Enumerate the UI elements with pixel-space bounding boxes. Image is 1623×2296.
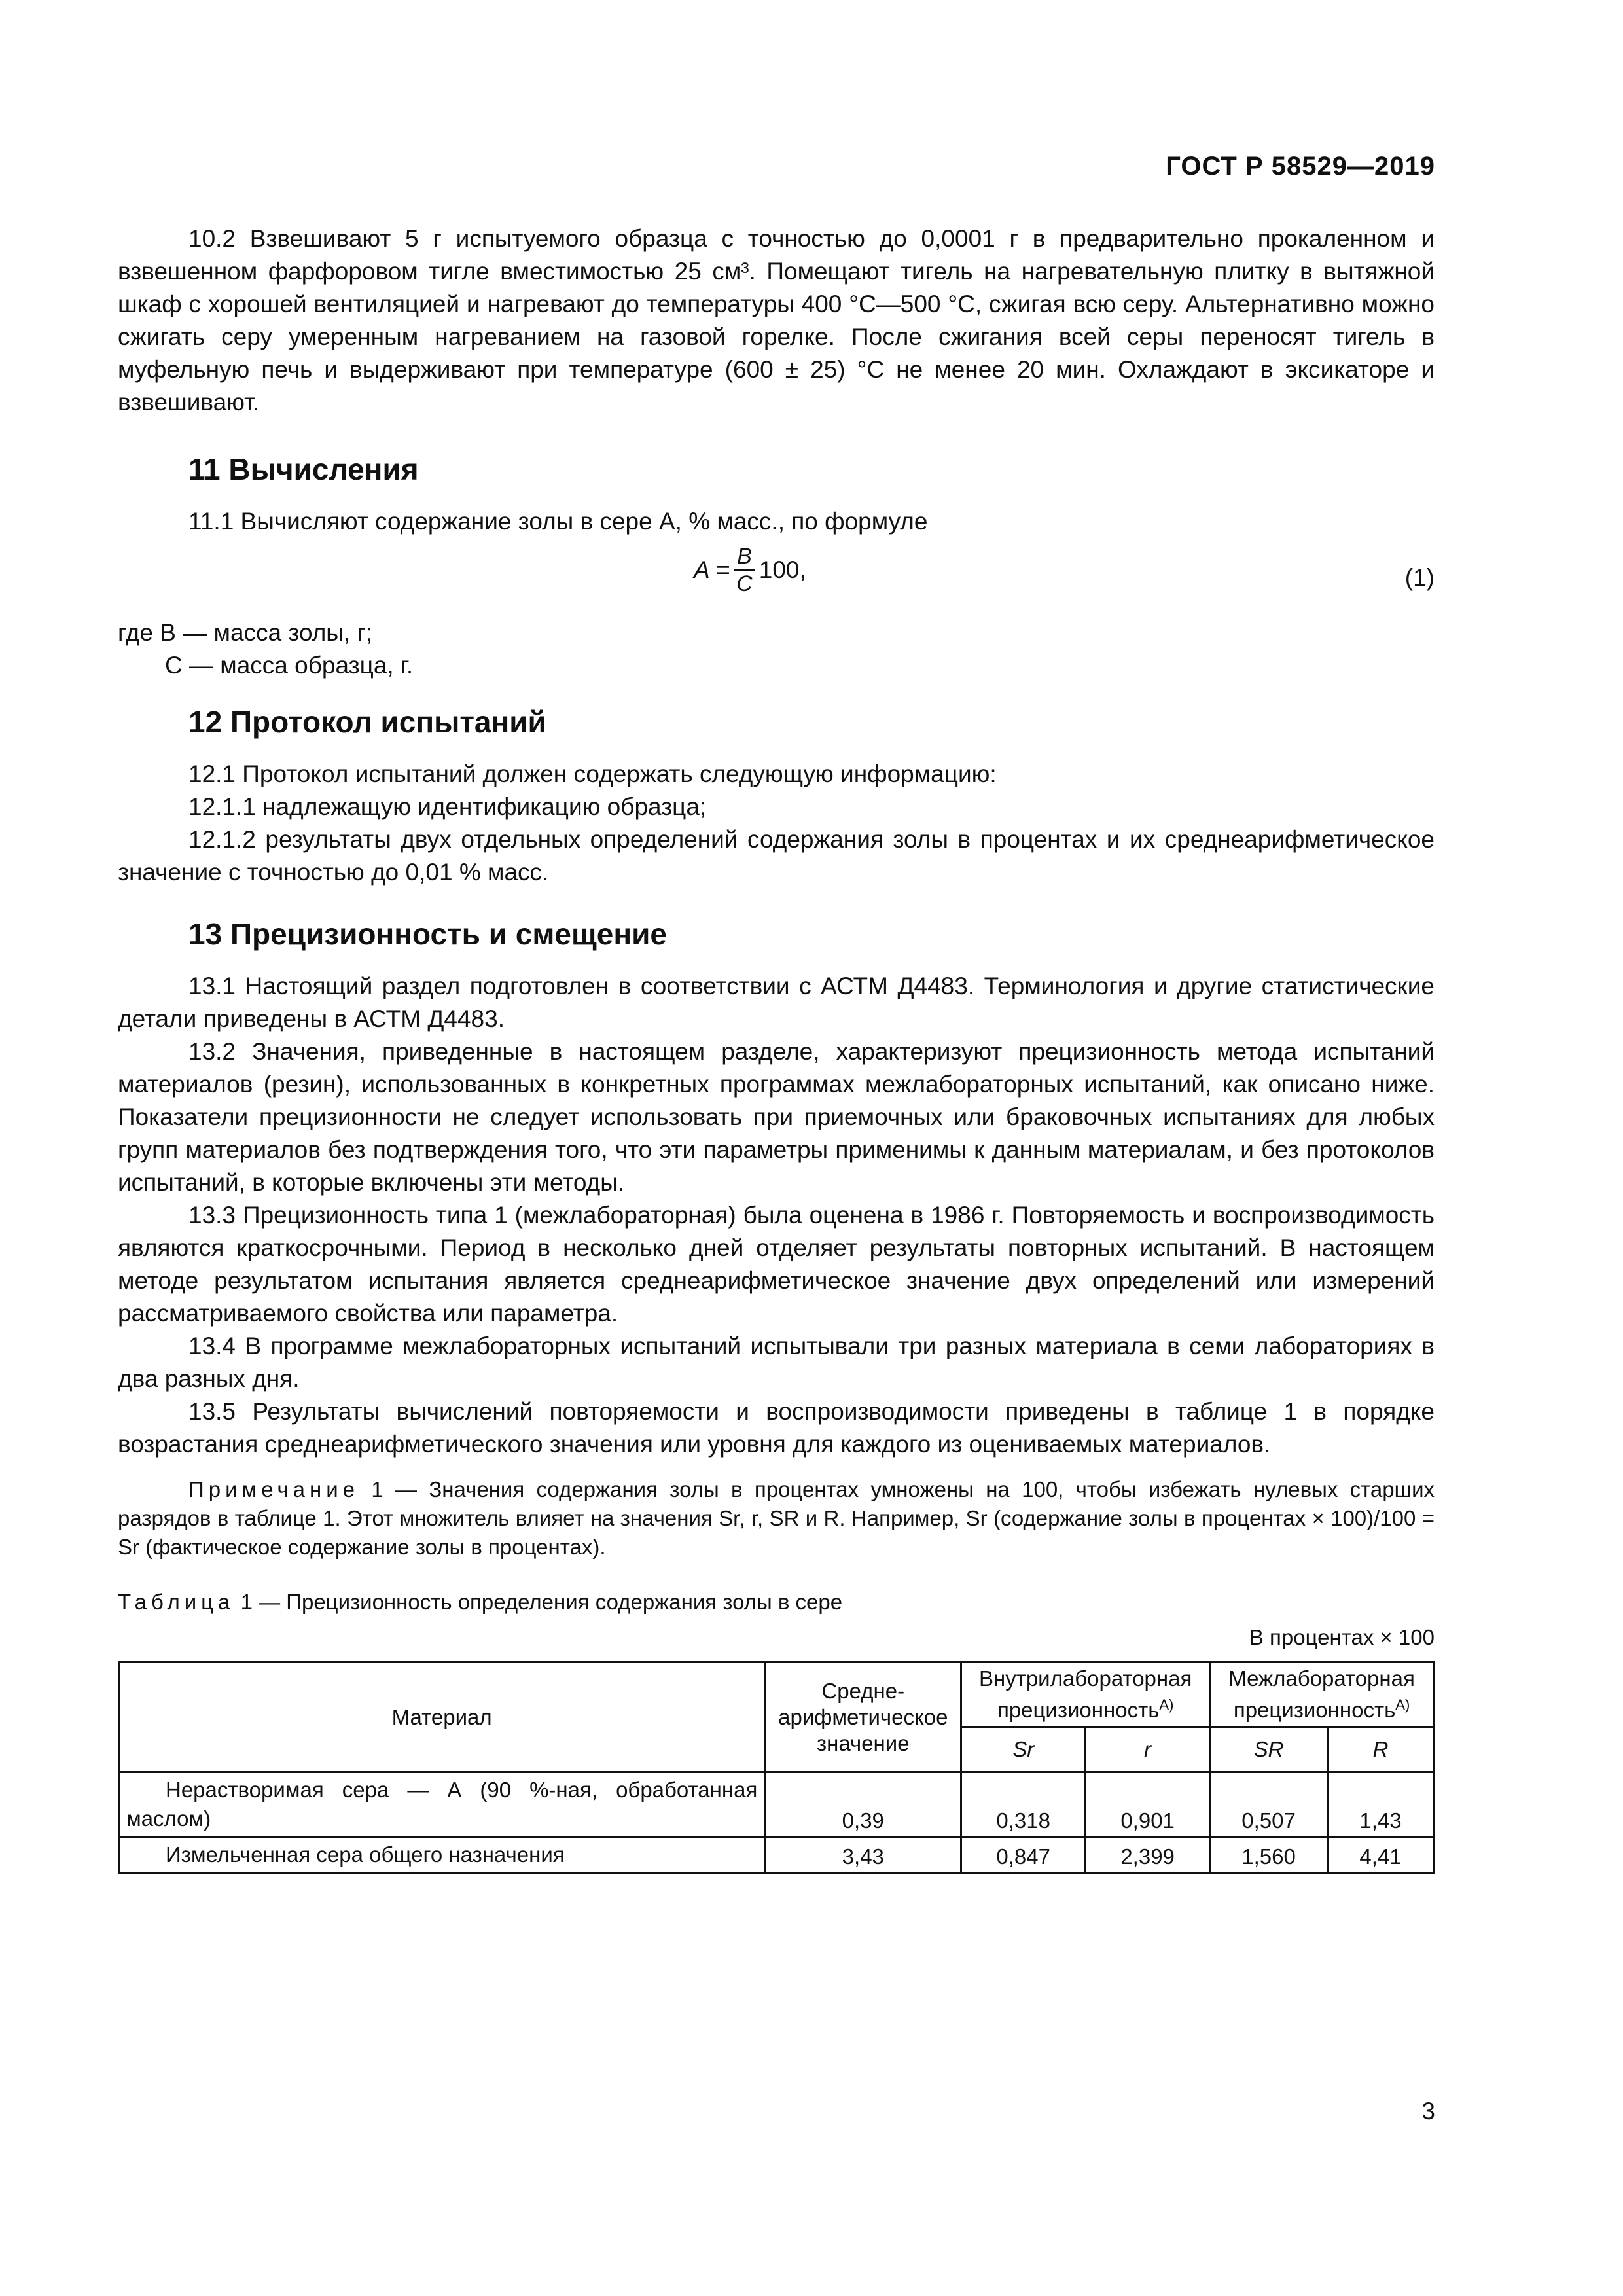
header-inter: Межлабораторная прецизионность$^{А)}$ xyxy=(1210,1662,1434,1727)
header-intra: Внутрилабораторная прецизионность$^{А)}$ xyxy=(961,1662,1210,1727)
table-row xyxy=(119,1837,1434,1873)
row-1-sR: 0,507 xyxy=(1210,1772,1328,1837)
table-header-row-1 xyxy=(119,1662,1434,1727)
formula-numerator: B xyxy=(737,544,752,569)
where-c: C — масса образца, г. xyxy=(165,652,414,679)
row-2-R: 4,41 xyxy=(1328,1837,1434,1873)
document-header: ГОСТ Р 58529—2019 xyxy=(1166,152,1435,181)
paragraph-13-1: 13.1 Настоящий раздел подготовлен в соответствии с АСТМ Д4483. Терминология и другие статистические детали приведены в АСТМ Д4483. xyxy=(118,973,1435,1032)
formula-1 xyxy=(118,538,1435,617)
section-11-title: 11 Вычисления xyxy=(188,452,419,486)
table-caption-text: 1 — Прецизионность определения содержания золы в сере xyxy=(240,1590,843,1614)
header-material: Материал xyxy=(119,1662,765,1772)
page-number: 3 xyxy=(1421,2098,1435,2125)
row-2-material: Измельченная сера общего назначения xyxy=(119,1837,765,1873)
row-1-sr: 0,318 xyxy=(961,1772,1086,1837)
header-sr: Sr xyxy=(961,1727,1086,1772)
paragraph-11-1: 11.1 Вычисляют содержание золы в сере A, % масс., по формуле xyxy=(188,508,928,535)
formula-fraction xyxy=(734,543,755,597)
where-b: где B — масса золы, г; xyxy=(118,619,373,646)
table-row xyxy=(119,1772,1434,1837)
header-r: r xyxy=(1086,1727,1210,1772)
paragraph-10-2: 10.2 Взвешивают 5 г испытуемого образца с точностью до 0,0001 г в предварительно прокаленном и взвешенном фарфоровом тигле вместимостью 25 см³. Помещают тигель на нагревательную плитку в вытяжной шкаф с хорошей вентиляцией и нагревают до температуры 400 °С—500 °С, сжигая всю серу. Альтернативно можно сжигать серу умеренным нагреванием на газовой горелке. После сжигания всей серы переносят тигель в муфельную печь и выдерживают при температуре (600 ± 25) °С не менее 20 мин. Охлаждают в эксикаторе и взвешивают. xyxy=(118,225,1435,416)
header-R: R xyxy=(1328,1727,1434,1772)
section-13-title: 13 Прецизионность и смещение xyxy=(188,917,668,951)
section-12-title: 12 Протокол испытаний xyxy=(188,705,546,739)
note-text: 1 — Значения содержания золы в процентах умножены на 100, чтобы избежать нулевых старших разрядов в таблице 1. Этот множитель влияет на значения Sr, r, SR и R. Например, Sr (содержание золы в процентах × 100)/100 = Sr (фактическое содержание золы в процентах). xyxy=(118,1477,1435,1559)
header-sR: SR xyxy=(1210,1727,1328,1772)
formula-rhs: 100, xyxy=(758,556,806,583)
paragraph-12-1-1: 12.1.1 надлежащую идентификацию образца; xyxy=(188,793,707,820)
paragraph-13-5: 13.5 Результаты вычислений повторяемости и воспроизводимости приведены в таблице 1 в порядке возрастания среднеарифметического значения или уровня для каждого из оцениваемых материалов. xyxy=(118,1398,1435,1458)
paragraph-12-1: 12.1 Протокол испытаний должен содержать следующую информацию: xyxy=(188,761,997,787)
table-label: Таблица xyxy=(118,1590,235,1614)
precision-table xyxy=(118,1661,1435,1874)
formula-lhs: A = xyxy=(694,556,730,583)
paragraph-13-2: 13.2 Значения, приведенные в настоящем разделе, характеризуют прецизионность метода испытаний материалов (резин), использованных в конкретных программах межлабораторных испытаний, как описано ниже. Показатели прецизионности не следует использовать при приемочных или браковочных испытаниях для любых групп материалов без подтверждения того, что эти параметры применимы к данным материалам, и без протоколов испытаний, в которые включены эти методы. xyxy=(118,1038,1435,1196)
formula-number: (1) xyxy=(1404,564,1435,591)
header-mean: Средне-арифметическое значение xyxy=(765,1662,961,1772)
paragraph-12-1-2: 12.1.2 результаты двух отдельных определений содержания золы в процентах и их среднеарифметическое значение с точностью до 0,01 % масс. xyxy=(118,826,1435,886)
row-2-mean: 3,43 xyxy=(765,1837,961,1873)
note-1 xyxy=(118,1475,1435,1562)
row-2-r: 2,399 xyxy=(1086,1837,1210,1873)
row-2-sR: 1,560 xyxy=(1210,1837,1328,1873)
paragraph-13-3: 13.3 Прецизионность типа 1 (межлабораторная) была оценена в 1986 г. Повторяемость и воспроизводимость являются краткосрочными. Период в несколько дней отделяет результаты повторных испытаний. В настоящем методе результатом испытания является среднеарифметическое значение двух определений или измерений рассматриваемого свойства или параметра. xyxy=(118,1202,1435,1327)
document-body xyxy=(118,223,1435,1874)
formula-denominator: C xyxy=(734,569,755,597)
row-1-r: 0,901 xyxy=(1086,1772,1210,1837)
row-1-R: 1,43 xyxy=(1328,1772,1434,1837)
paragraph-13-4: 13.4 В программе межлабораторных испытаний испытывали три разных материала в семи лабораториях в два разных дня. xyxy=(118,1333,1435,1392)
row-1-mean: 0,39 xyxy=(765,1772,961,1837)
table-caption xyxy=(118,1588,1435,1617)
formula-expression xyxy=(694,543,806,597)
table-unit: В процентах × 100 xyxy=(1249,1625,1435,1649)
row-2-sr: 0,847 xyxy=(961,1837,1086,1873)
note-label: Примечание xyxy=(188,1477,360,1501)
row-1-material: Нерастворимая сера — А (90 %-ная, обработанная маслом) xyxy=(119,1772,765,1837)
